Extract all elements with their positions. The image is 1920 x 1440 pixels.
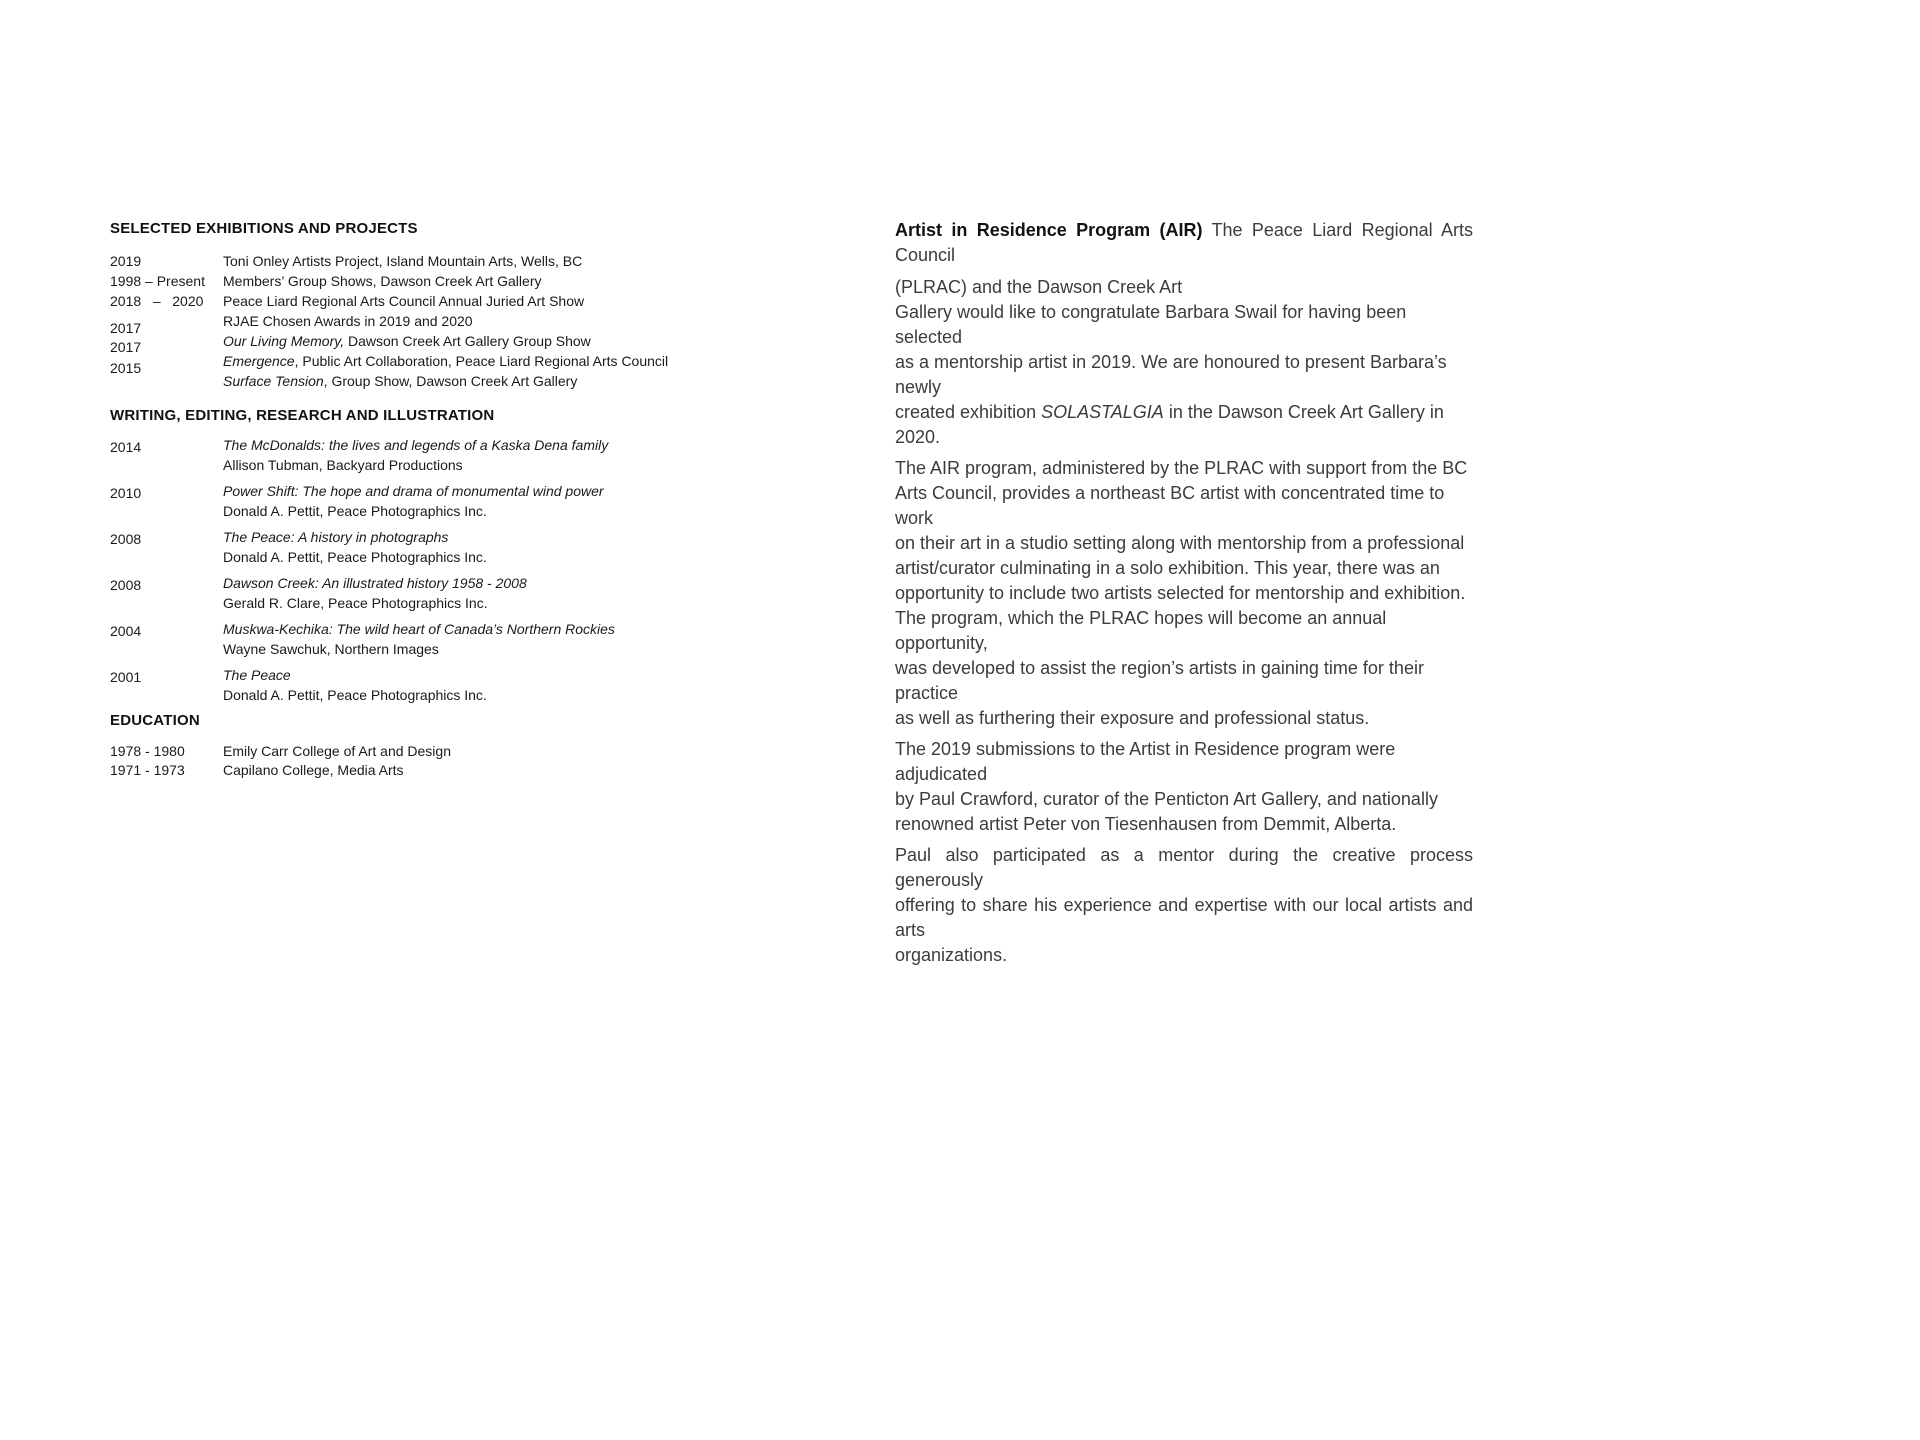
article-paragraph-4 xyxy=(895,843,1473,968)
writing-entry-credit: Gerald R. Clare, Peace Photographics Inc. xyxy=(223,595,488,611)
exhibition-entry-text: RJAE Chosen Awards in 2019 and 2020 xyxy=(223,313,473,329)
exhibition-entry xyxy=(223,371,750,391)
article-line: organizations. xyxy=(895,945,1008,965)
article-line: Paul also participated as a mentor during the creative process generously xyxy=(895,845,1473,890)
writing-entry-year: 2008 xyxy=(110,577,142,593)
exhibition-year: 2019 xyxy=(110,253,142,269)
writing-entry-credit: Wayne Sawchuk, Northern Images xyxy=(223,641,439,657)
article-line: artist/curator culminating in a solo exhibition. This year, there was an xyxy=(895,558,1440,578)
exhibition-entry-title: Surface Tension xyxy=(223,373,324,389)
exhibition-entry xyxy=(223,311,750,331)
article-line: on their art in a studio setting along with mentorship from a professional xyxy=(895,533,1465,553)
exhibitions-year-column xyxy=(110,251,223,391)
exhibition-entry xyxy=(223,251,750,271)
article-paragraph-1 xyxy=(895,218,1473,450)
writing-entry-year: 2001 xyxy=(110,669,142,685)
exhibition-entry-title: Our Living Memory, xyxy=(223,333,345,349)
writing-entry-year: 2004 xyxy=(110,623,142,639)
writing-list xyxy=(110,435,750,706)
writing-entry xyxy=(110,619,750,660)
writing-entry-title: The McDonalds: the lives and legends of a Kaska Dena family xyxy=(223,437,609,453)
article-line: Arts Council, provides a northeast BC artist with concentrated time to work xyxy=(895,483,1445,528)
article-column xyxy=(895,218,1473,968)
exhibition-entry xyxy=(223,271,750,291)
exhibitions-heading: SELECTED EXHIBITIONS AND PROJECTS xyxy=(110,220,418,237)
article-title: Artist in Residence Program (AIR) xyxy=(895,220,1203,240)
article-line: The 2019 submissions to the Artist in Residence program were adjudicated xyxy=(895,739,1396,784)
exhibitions-list xyxy=(110,251,750,391)
education-entry-years: 1978 - 1980 xyxy=(110,743,185,759)
article-line: The AIR program, administered by the PLRAC with support from the BC xyxy=(895,458,1468,478)
writing-entry-title: Muskwa-Kechika: The wild heart of Canada’s Northern Rockies xyxy=(223,621,615,637)
article-line: offering to share his experience and expertise with our local artists and arts xyxy=(895,895,1473,940)
article-line: Gallery would like to congratulate Barbara Swail for having been selected xyxy=(895,302,1407,347)
article-title-continuation: The Peace Liard Regional Arts Council xyxy=(895,220,1473,265)
education-entry-school: Capilano College, Media Arts xyxy=(223,762,404,778)
article-line: by Paul Crawford, curator of the Penticton Art Gallery, and nationally xyxy=(895,789,1438,809)
writing-entry-title: The Peace xyxy=(223,667,291,683)
article-line: renowned artist Peter von Tiesenhausen from Demmit, Alberta. xyxy=(895,814,1397,834)
article-line: was developed to assist the region’s artists in gaining time for their practice xyxy=(895,658,1424,703)
exhibition-entry-text: , Group Show, Dawson Creek Art Gallery xyxy=(323,373,578,389)
education-heading: EDUCATION xyxy=(110,712,200,729)
exhibition-year: 2017 xyxy=(110,339,142,355)
education-entry xyxy=(110,761,750,780)
writing-entry xyxy=(110,481,750,522)
writing-entry-title: Dawson Creek: An illustrated history 1958 - 2008 xyxy=(223,575,527,591)
education-section xyxy=(110,712,750,780)
cv-column xyxy=(110,220,750,780)
writing-entry xyxy=(110,435,750,476)
exhibition-entry xyxy=(223,291,750,311)
exhibition-entry-text: Peace Liard Regional Arts Council Annual Juried Art Show xyxy=(223,293,585,309)
exhibition-entry-text: Toni Onley Artists Project, Island Mountain Arts, Wells, BC xyxy=(223,253,583,269)
writing-entry-year: 2010 xyxy=(110,485,142,501)
writing-entry-credit: Donald A. Pettit, Peace Photographics Inc. xyxy=(223,687,487,703)
exhibition-entry-text: Dawson Creek Art Gallery Group Show xyxy=(344,333,591,349)
article-line: opportunity to include two artists selected for mentorship and exhibition. xyxy=(895,583,1466,603)
exhibitions-text-column xyxy=(223,251,750,391)
writing-entry xyxy=(110,665,750,706)
exhibition-entry-title: Emergence xyxy=(223,353,295,369)
exhibition-name-italic: SOLASTALGIA xyxy=(1041,402,1164,422)
writing-entry-year: 2014 xyxy=(110,439,142,455)
writing-entry-year: 2008 xyxy=(110,531,142,547)
writing-entry-credit: Donald A. Pettit, Peace Photographics Inc. xyxy=(223,549,487,565)
education-list xyxy=(110,742,750,780)
writing-entry-credit: Donald A. Pettit, Peace Photographics Inc. xyxy=(223,503,487,519)
writing-entry-credit: Allison Tubman, Backyard Productions xyxy=(223,457,463,473)
education-entry xyxy=(110,742,750,761)
exhibition-entry xyxy=(223,331,750,351)
exhibition-year: 1998 – Present xyxy=(110,273,205,289)
writing-section xyxy=(110,407,750,706)
article-line: (PLRAC) and the Dawson Creek Art xyxy=(895,277,1183,297)
education-entry-school: Emily Carr College of Art and Design xyxy=(223,743,451,759)
article-line: as well as furthering their exposure and professional status. xyxy=(895,708,1370,728)
education-entry-years: 1971 - 1973 xyxy=(110,762,185,778)
exhibition-year: 2017 xyxy=(110,320,142,336)
article-title-line xyxy=(895,218,1473,268)
writing-heading: WRITING, EDITING, RESEARCH AND ILLUSTRATION xyxy=(110,407,495,424)
exhibition-entry-text: Members’ Group Shows, Dawson Creek Art Gallery xyxy=(223,273,542,289)
article-paragraph-3 xyxy=(895,737,1473,837)
exhibition-year: 2015 xyxy=(110,360,142,376)
exhibition-year: 2018 – 2020 xyxy=(110,293,204,309)
article-line: The program, which the PLRAC hopes will become an annual opportunity, xyxy=(895,608,1387,653)
article-paragraph-2 xyxy=(895,456,1473,731)
exhibition-entry xyxy=(223,351,750,371)
writing-entry-title: Power Shift: The hope and drama of monumental wind power xyxy=(223,483,604,499)
article-line: as a mentorship artist in 2019. We are honoured to present Barbara’s newly xyxy=(895,352,1447,397)
writing-entry xyxy=(110,527,750,568)
writing-entry xyxy=(110,573,750,614)
exhibition-entry-text: , Public Art Collaboration, Peace Liard Regional Arts Council xyxy=(294,353,669,369)
writing-entry-title: The Peace: A history in photographs xyxy=(223,529,449,545)
article-line: created exhibition SOLASTALGIA in the Dawson Creek Art Gallery in 2020. xyxy=(895,402,1444,447)
